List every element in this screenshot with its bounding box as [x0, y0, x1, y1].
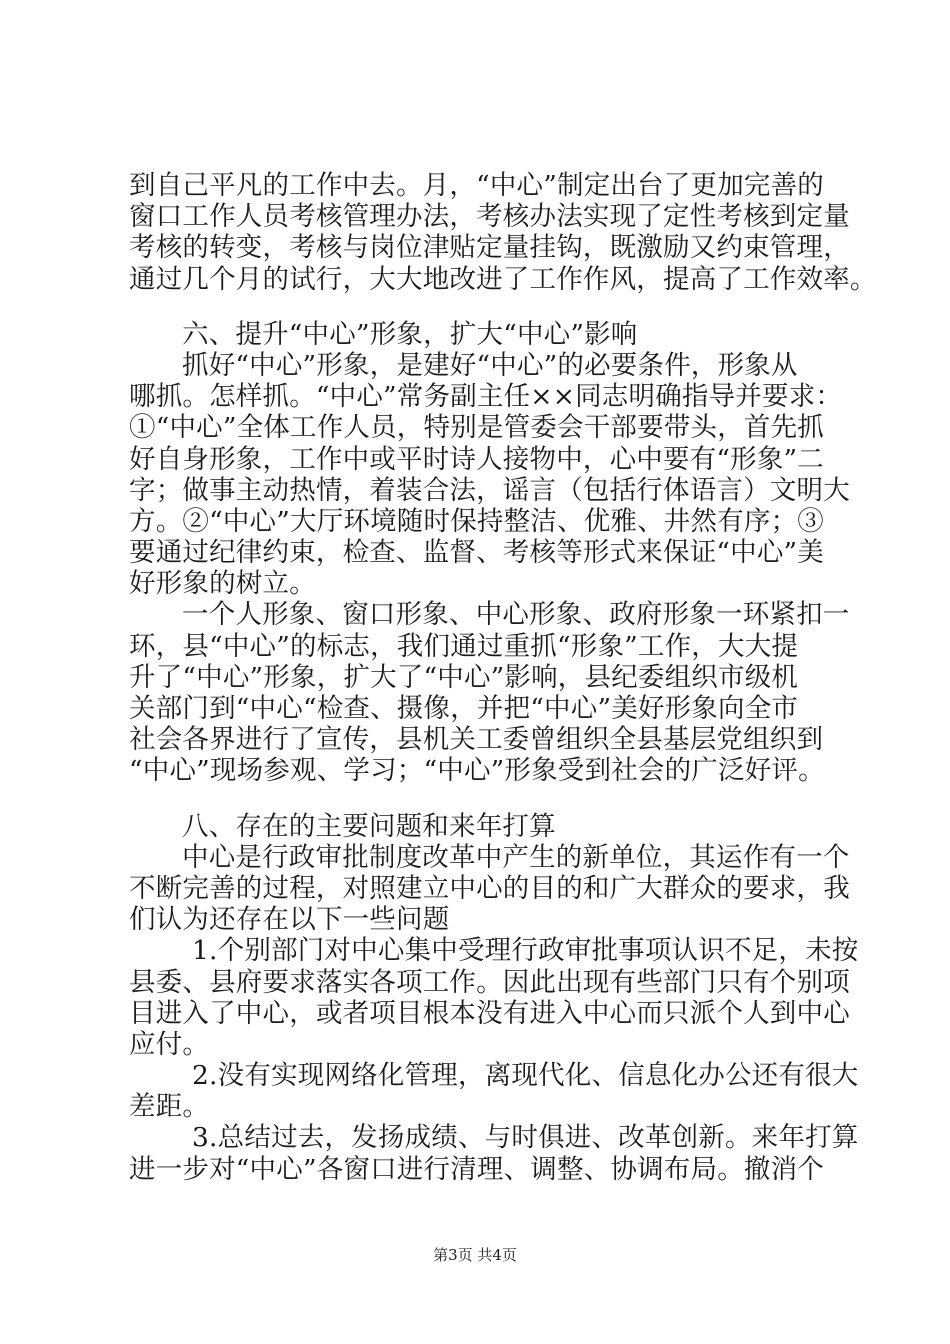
paragraph-block3	[129, 599, 849, 786]
text-line: 字；做事主动热情，着装合法，谣言（包括行体语言）文明大	[129, 474, 850, 506]
paragraph-block2	[129, 350, 849, 600]
spacer	[129, 295, 849, 319]
text-line: 要通过纪律约束，检查、监督、考核等形式来保证“中心”美	[129, 537, 824, 569]
text-line: 方。②“中心”大厅环境随时保持整洁、优雅、井然有序；③	[129, 505, 824, 537]
text-line: 县委、县府要求落实各项工作。因此出现有些部门只有个别项	[129, 966, 850, 998]
text-line: 2.没有实现网络化管理，离现代化、信息化办公还有很大	[192, 1060, 859, 1092]
text-line: 考核的转变，考核与岗位津贴定量挂钩，既激励又约束管理，	[129, 232, 850, 264]
paragraph-block4	[129, 842, 849, 936]
list-item-2	[129, 1060, 859, 1123]
text-line: 窗口工作人员考核管理办法，考核办法实现了定性考核到定量	[129, 201, 850, 233]
text-line: 抓好“中心”形象，是建好“中心”的必要条件，形象从	[182, 349, 798, 381]
text-line: 1.个别部门对中心集中受理行政审批事项认识不足，未按	[192, 935, 859, 967]
text-line: 一个人形象、窗口形象、中心形象、政府形象一环紧扣一	[182, 599, 850, 631]
text-line: “中心”现场参观、学习；“中心”形象受到社会的广泛好评。	[129, 755, 825, 787]
list-item-1	[129, 935, 859, 1060]
text-line: 中心是行政审批制度改革中产生的新单位，其运作有一个	[182, 841, 850, 873]
text-line: 社会各界进行了宣传，县机关工委曾组织全县基层党组织到	[129, 724, 824, 756]
text-line: 好自身形象，工作中或平时诗人接物中，心中要有“形象”二	[129, 443, 824, 475]
text-line: 应付。	[129, 1028, 210, 1060]
text-line: ①“中心”全体工作人员，特别是管委会干部要带头，首先抓	[129, 412, 824, 444]
text-line: 差距。	[129, 1091, 210, 1123]
section-heading-6: 六、提升“中心”形象，扩大“中心”影响	[182, 318, 638, 350]
list-item-3	[129, 1122, 859, 1185]
text-line: 进一步对“中心”各窗口进行清理、调整、协调布局。撤消个	[129, 1153, 824, 1185]
page-footer: 第3页 共4页	[433, 1246, 517, 1264]
text-line: 环，县“中心”的标志，我们通过重抓“形象”工作，大大提	[129, 630, 799, 662]
document-body	[129, 170, 877, 1185]
spacer	[129, 787, 849, 811]
text-line: 们认为还存在以下一些问题	[129, 904, 450, 936]
text-line: 关部门到“中心“检查、摄像，并把“中心”美好形象向全市	[129, 693, 799, 724]
text-line: 好形象的树立。	[129, 568, 316, 600]
text-line: 目进入了中心，或者项目根本没有进入中心而只派个人到中心	[129, 997, 850, 1029]
text-line: 哪抓。怎样抓。“中心”常务副主任××同志明确指导并要求：	[129, 381, 843, 413]
text-line: 3.总结过去，发扬成绩、与时俱进、改革创新。来年打算	[192, 1122, 859, 1154]
paragraph-block1	[129, 170, 877, 295]
text-line: 升了“中心”形象，扩大了“中心”影响，县纪委组织市级机	[129, 661, 799, 693]
text-line: 通过几个月的试行，大大地改进了工作作风，提高了工作效率。	[129, 263, 877, 295]
text-line: 到自己平凡的工作中去。月，“中心”制定出台了更加完善的	[129, 170, 824, 201]
section-heading-8: 八、存在的主要问题和来年打算	[182, 810, 556, 842]
text-line: 不断完善的过程，对照建立中心的目的和广大群众的要求，我	[129, 872, 850, 904]
